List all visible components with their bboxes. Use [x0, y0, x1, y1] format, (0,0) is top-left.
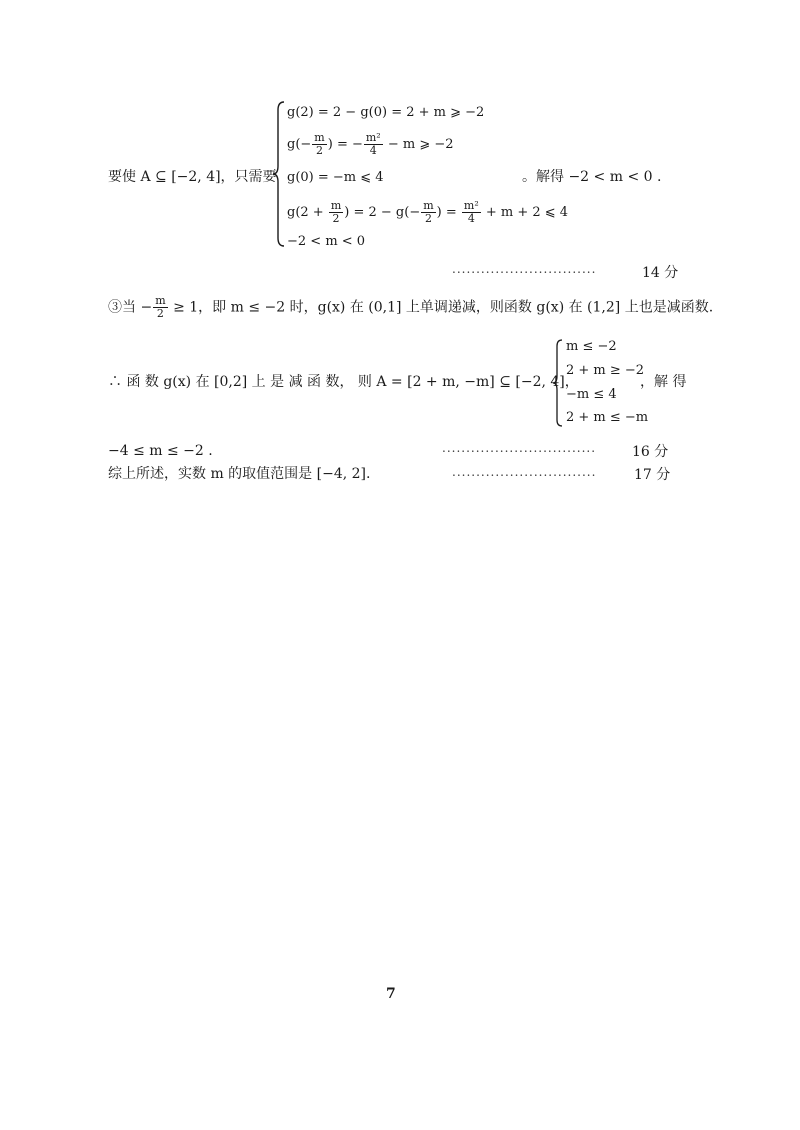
- fraction: $\frac{m}{2}$: [423, 199, 434, 225]
- block5-conclusion: 综上所述，实数 m 的取值范围是 [−4, 2].: [108, 466, 371, 482]
- block3-tail: ，解 得: [640, 374, 687, 390]
- fraction: $\frac{\text{m²}}{4}$: [463, 199, 479, 225]
- block5-leader-dots: ..............................: [452, 465, 597, 479]
- block1-eq3: g(0) = −m ⩽ 4: [287, 170, 384, 185]
- block1-tail: 。解得 −2 < m < 0 .: [522, 169, 662, 185]
- block4-result: −4 ≤ m ≤ −2 .: [108, 443, 213, 459]
- block1-brace: [272, 100, 286, 248]
- fraction: $\frac{\text{m²}}{4}$: [365, 131, 381, 157]
- block2-case: ③当 − $\frac{m}{2}$ ≥ 1，即 m ≤ −2 时，g(x) 在 (0,1] 上单调递减，则函数 g(x) 在 (1,2] 上也是减函数.: [108, 294, 714, 320]
- block3-brace: [552, 338, 564, 428]
- block1-eq5: −2 < m < 0: [287, 234, 366, 249]
- block1-eq4: g(2 + $\frac{m}{2}$ ) = 2 − g(− $\frac{m}{2}$ ) = $\frac{\text{m²}}{4}$ + m + 2 ⩽ 4: [287, 199, 569, 225]
- fraction: $\frac{m}{2}$: [314, 131, 325, 157]
- fraction: $\frac{m}{2}$: [330, 199, 342, 225]
- block3-ineq2: 2 + m ≥ −2: [566, 363, 645, 378]
- block1-eq2: g(− $\frac{m}{2}$ ) = − $\frac{\text{m²}}{4}$ − m ⩾ −2: [287, 131, 454, 157]
- block3-ineq4: 2 + m ≤ −m: [566, 410, 649, 425]
- fraction: $\frac{m}{2}$: [155, 294, 166, 320]
- block4-leader-dots: ................................: [442, 441, 597, 455]
- block1-lead: 要使 A ⊆ [−2, 4]，只需要: [108, 169, 277, 185]
- block3-ineq1: m ≤ −2: [566, 339, 617, 354]
- page-number: 7: [386, 986, 396, 1002]
- block1-leader-dots: ..............................: [452, 262, 597, 276]
- block3-lead: ∴ 函 数 g(x) 在 [0,2] 上 是 减 函 数， 则 A = [2 + m, −m] ⊆ [−2, 4]，: [108, 374, 579, 390]
- block1-score: 14 分: [642, 265, 679, 281]
- block5-score: 17 分: [634, 467, 671, 483]
- block1-eq1: g(2) = 2 − g(0) = 2 + m ⩾ −2: [287, 105, 485, 120]
- block3-ineq3: −m ≤ 4: [566, 387, 617, 402]
- block4-score: 16 分: [632, 444, 669, 460]
